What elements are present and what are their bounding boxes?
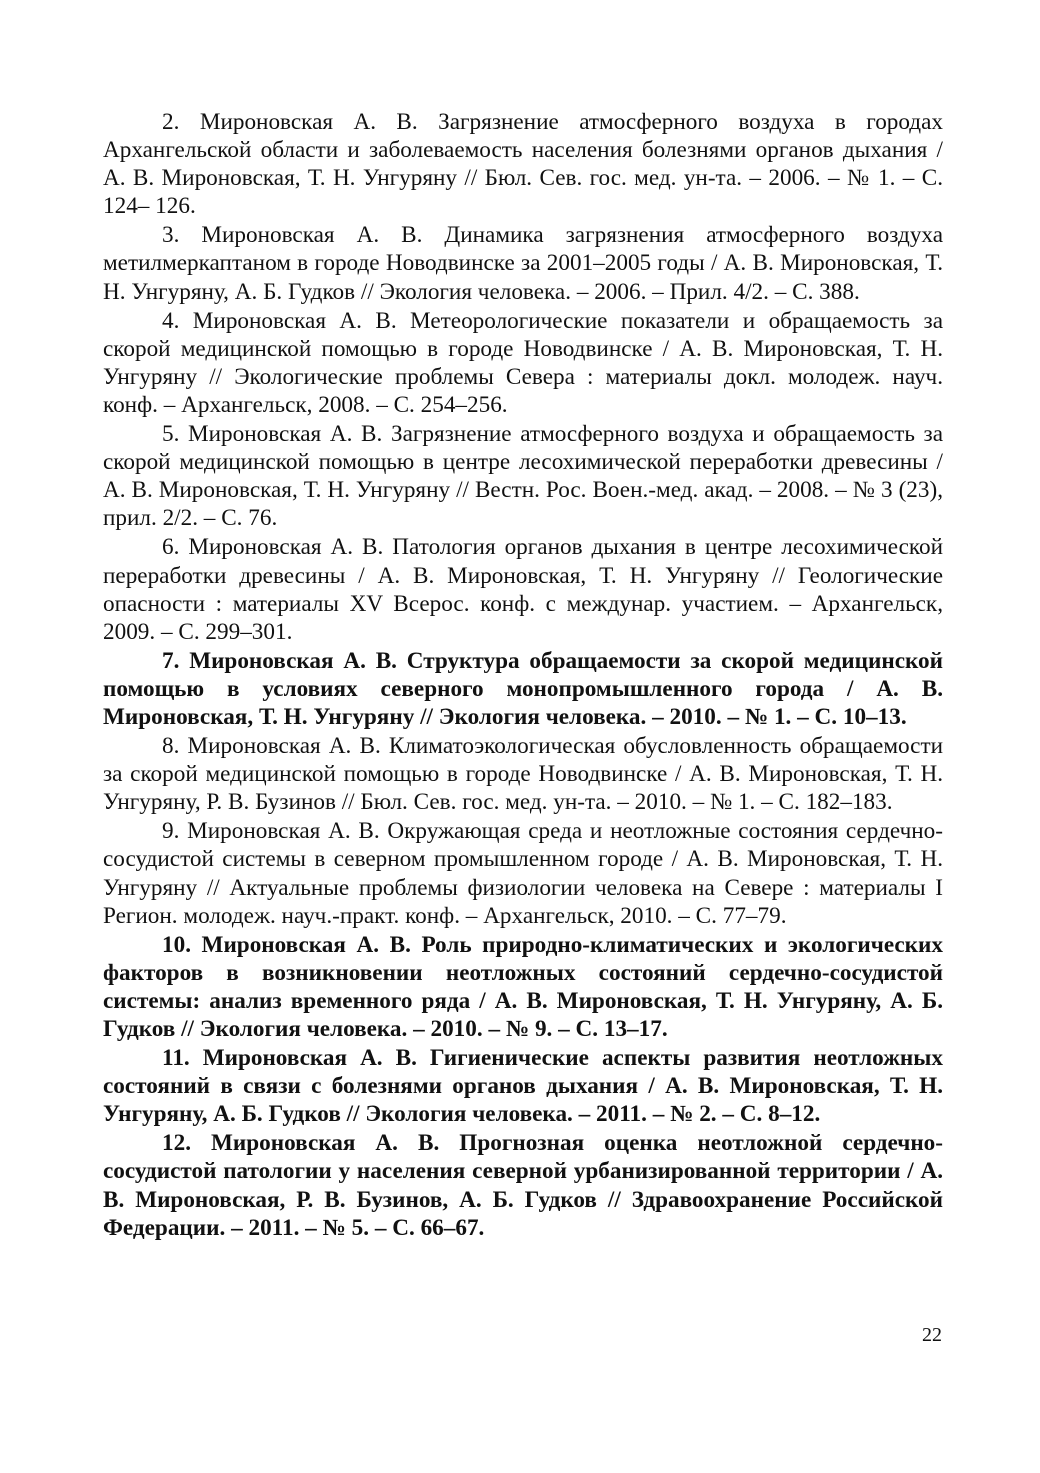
reference-item: 10. Мироновская А. В. Роль природно-климатических и экологических факторов в возникновении неотложных состояний сердечно-сосудистой системы: анализ временного ряда / А. В. Мироновская, Т. Н. Унгуряну, А. Б. Гудков // Экология человека. – 2010. – № 9. – С. 13–17. (103, 931, 943, 1042)
page-number: 22 (922, 1324, 942, 1346)
reference-list (103, 108, 943, 1243)
reference-item: 2. Мироновская А. В. Загрязнение атмосферного воздуха в городах Архангельской области и заболеваемость населения болезнями органов дыхания / А. В. Мироновская, Т. Н. Унгуряну // Бюл. Сев. гос. мед. ун-та. – 2006. – № 1. – С. 124– 126. (103, 109, 943, 220)
reference-item: 3. Мироновская А. В. Динамика загрязнения атмосферного воздуха метилмеркаптаном в городе Новодвинске за 2001–2005 годы / А. В. Мироновская, Т. Н. Унгуряну, А. Б. Гудков // Экология человека. – 2006. – Прил. 4/2. – С. 388. (103, 222, 943, 305)
reference-item: 7. Мироновская А. В. Структура обращаемости за скорой медицинской помощью в условиях северного монопромышленного города / А. В. Мироновская, Т. Н. Унгуряну // Экология человека. – 2010. – № 1. – С. 10–13. (103, 647, 943, 730)
reference-item: 8. Мироновская А. В. Климатоэкологическая обусловленность обращаемости за скорой медицинской помощью в городе Новодвинске / А. В. Мироновская, Т. Н. Унгуряну, Р. В. Бузинов // Бюл. Сев. гос. мед. ун-та. – 2010. – № 1. – С. 182–183. (103, 733, 943, 816)
reference-item: 4. Мироновская А. В. Метеорологические показатели и обращаемость за скорой медицинской помощью в городе Новодвинске / А. В. Мироновская, Т. Н. Унгуряну // Экологические проблемы Севера : материалы докл. молодеж. науч. конф. – Архангельск, 2008. – С. 254–256. (103, 307, 943, 418)
reference-item: 5. Мироновская А. В. Загрязнение атмосферного воздуха и обращаемость за скорой медицинской помощью в центре лесохимической переработки древесины / А. В. Мироновская, Т. Н. Унгуряну // Вестн. Рос. Воен.-мед. акад. – 2008. – № 3 (23), прил. 2/2. – С. 76. (103, 421, 943, 532)
reference-item: 6. Мироновская А. В. Патология органов дыхания в центре лесохимической переработки древесины / А. В. Мироновская, Т. Н. Унгуряну // Геологические опасности : материалы XV Всерос. конф. с междунар. участием. – Архангельск, 2009. – С. 299–301. (103, 534, 943, 645)
reference-item: 11. Мироновская А. В. Гигиенические аспекты развития неотложных состояний в связи с болезнями органов дыхания / А. В. Мироновская, Т. Н. Унгуряну, А. Б. Гудков // Экология человека. – 2011. – № 2. – С. 8–12. (103, 1045, 943, 1128)
reference-item: 9. Мироновская А. В. Окружающая среда и неотложные состояния сердечно-сосудистой системы в северном промышленном городе / А. В. Мироновская, Т. Н. Унгуряну // Актуальные проблемы физиологии человека на Севере : материалы I Регион. молодеж. науч.-практ. конф. – Архангельск, 2010. – С. 77–79. (103, 818, 943, 929)
reference-item: 12. Мироновская А. В. Прогнозная оценка неотложной сердечно-сосудистой патологии у населения северной урбанизированной территории / А. В. Мироновская, Р. В. Бузинов, А. Б. Гудков // Здравоохранение Российской Федерации. – 2011. – № 5. – С. 66–67. (103, 1130, 943, 1241)
